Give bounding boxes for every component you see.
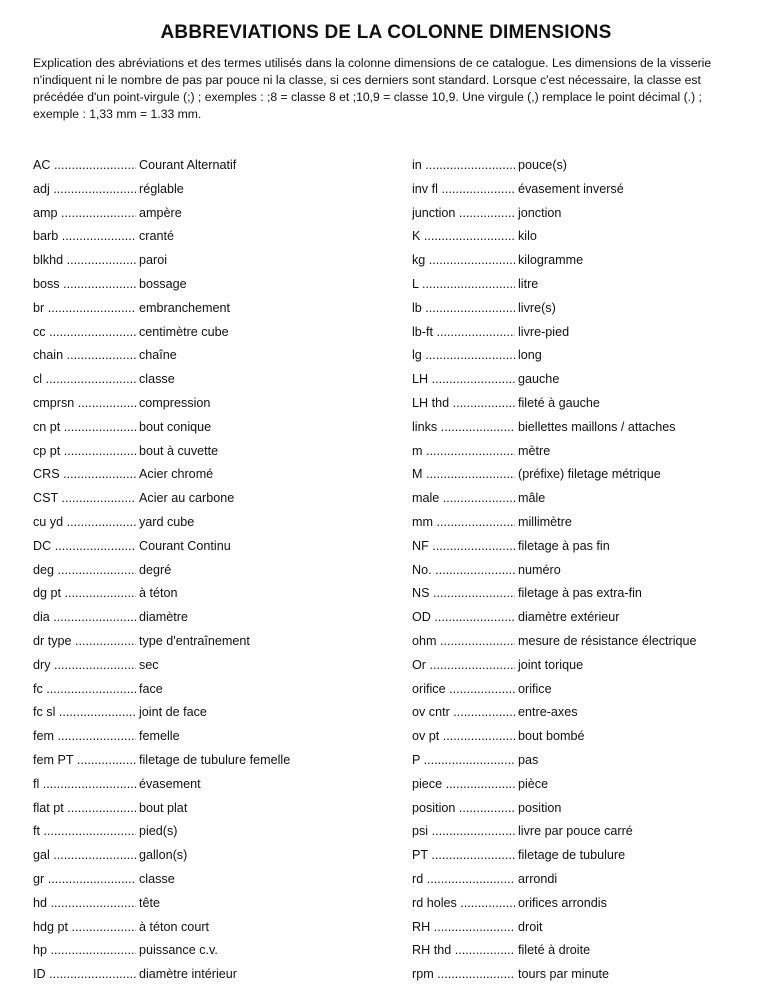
abbreviation-definition: degré (139, 562, 172, 577)
abbreviation-entry (412, 511, 772, 535)
abbreviation-entry (33, 963, 393, 987)
abbreviation-entry (33, 773, 393, 797)
abbreviation-term: cc ..... (33, 321, 136, 345)
abbreviation-entry (412, 797, 772, 821)
abbreviation-term: ohm ..... (412, 630, 515, 654)
abbreviations-left-column (33, 154, 393, 987)
abbreviation-term: lb-ft ..... (412, 321, 515, 345)
abbreviation-entry (33, 582, 393, 606)
abbreviation-entry (412, 463, 772, 487)
abbreviation-definition: yard cube (139, 514, 195, 529)
abbreviation-term: br ..... (33, 297, 136, 321)
abbreviation-entry (412, 773, 772, 797)
abbreviation-entry (412, 535, 772, 559)
abbreviation-definition: filetage à pas fin (518, 538, 610, 553)
abbreviation-term: dia ..... (33, 606, 136, 630)
abbreviation-definition: compression (139, 395, 211, 410)
abbreviation-term: adj ..... (33, 178, 136, 202)
abbreviation-entry (33, 392, 393, 416)
abbreviation-term: rd holes ..... (412, 892, 515, 916)
abbreviation-entry (412, 678, 772, 702)
abbreviation-definition: gauche (518, 372, 560, 387)
abbreviation-term: LH thd ..... (412, 392, 515, 416)
abbreviation-definition: évasement inversé (518, 181, 624, 196)
abbreviation-definition: diamètre extérieur (518, 610, 620, 625)
abbreviation-definition: mètre (518, 443, 551, 458)
abbreviation-term: RH thd ..... (412, 939, 515, 963)
abbreviation-definition: livre-pied (518, 324, 570, 339)
abbreviation-entry (412, 321, 772, 345)
abbreviation-definition: classe (139, 372, 175, 387)
abbreviation-entry (33, 654, 393, 678)
abbreviation-term: cn pt ..... (33, 416, 136, 440)
abbreviation-entry (33, 844, 393, 868)
abbreviation-term: ID ..... (33, 963, 136, 987)
abbreviation-definition: filetage de tubulure femelle (139, 752, 291, 767)
abbreviation-definition: numéro (518, 562, 561, 577)
abbreviation-entry (33, 297, 393, 321)
abbreviation-term: cmprsn ..... (33, 392, 136, 416)
abbreviation-definition: paroi (139, 253, 168, 268)
abbreviation-definition: Acier chromé (139, 467, 214, 482)
abbreviation-entry (412, 725, 772, 749)
abbreviation-entry (412, 487, 772, 511)
abbreviation-term: dry ..... (33, 654, 136, 678)
abbreviation-entry (33, 630, 393, 654)
abbreviation-entry (33, 939, 393, 963)
abbreviation-entry (33, 368, 393, 392)
abbreviation-entry (33, 249, 393, 273)
abbreviation-entry (412, 701, 772, 725)
abbreviations-right-column (412, 154, 772, 987)
abbreviation-entry (33, 154, 393, 178)
abbreviation-entry (412, 939, 772, 963)
abbreviation-term: hp ..... (33, 939, 136, 963)
abbreviation-term: fc sl ..... (33, 701, 136, 725)
abbreviation-definition: pouce(s) (518, 158, 567, 172)
abbreviation-term: ov cntr ..... (412, 701, 515, 725)
abbreviation-entry (412, 749, 772, 773)
abbreviation-definition: fileté à gauche (518, 395, 600, 410)
abbreviation-definition: arrondi (518, 871, 558, 886)
abbreviation-term: hdg pt ..... (33, 916, 136, 940)
abbreviation-definition: mâle (518, 491, 546, 506)
abbreviation-entry (412, 559, 772, 583)
abbreviation-entry (33, 892, 393, 916)
abbreviation-definition: filetage de tubulure (518, 848, 626, 863)
abbreviation-definition: classe (139, 871, 175, 886)
abbreviation-definition: Courant Continu (139, 538, 231, 553)
abbreviation-term: L ..... (412, 273, 515, 297)
abbreviation-entry (412, 273, 772, 297)
abbreviation-term: CST ..... (33, 487, 136, 511)
abbreviation-entry (412, 178, 772, 202)
abbreviation-term: cu yd ..... (33, 511, 136, 535)
abbreviation-entry (412, 654, 772, 678)
abbreviation-term: ov pt ..... (412, 725, 515, 749)
abbreviation-entry (33, 820, 393, 844)
intro-paragraph: Explication des abréviations et des termes utilisés dans la colonne dimensions de ce catalogue. Les dimensions de la visserie n'indiquent ni le nombre de pas par pouce ni la classe, si ces derniers sont standard. Lorsque c'est nécessaire, la classe est précédée d'un point-virgule (;) ; exemples : ;8 = classe 8 et ;10,9 = classe 10,9. Une virgule (,) remplace le point décimal (.) ; exemple : 1,33 mm = 1.33 mm. (33, 56, 712, 121)
abbreviation-entry (33, 463, 393, 487)
abbreviation-term: cl ..... (33, 368, 136, 392)
abbreviation-entry (33, 916, 393, 940)
abbreviation-definition: chaîne (139, 348, 177, 363)
abbreviation-entry (33, 178, 393, 202)
abbreviation-definition: évasement (139, 776, 201, 791)
abbreviation-term: in ..... (412, 154, 515, 178)
abbreviation-definition: type d'entraînement (139, 633, 250, 648)
abbreviation-term: piece ..... (412, 773, 515, 797)
abbreviation-entry (33, 202, 393, 226)
abbreviation-entry (33, 535, 393, 559)
abbreviation-term: Or ..... (412, 654, 515, 678)
abbreviation-definition: (préfixe) filetage métrique (518, 467, 661, 482)
abbreviation-definition: centimètre cube (139, 324, 229, 339)
abbreviation-entry (33, 344, 393, 368)
abbreviation-term: P ..... (412, 749, 515, 773)
abbreviation-entry (412, 582, 772, 606)
abbreviation-term: deg ..... (33, 559, 136, 583)
abbreviation-definition: ampère (139, 205, 182, 220)
abbreviation-term: CRS ..... (33, 463, 136, 487)
abbreviation-entry (412, 916, 772, 940)
abbreviation-definition: à téton court (139, 919, 210, 934)
abbreviation-definition: livre par pouce carré (518, 824, 633, 839)
abbreviation-definition: tête (139, 895, 161, 910)
abbreviation-definition: sec (139, 657, 159, 672)
abbreviation-definition: réglable (139, 181, 184, 196)
abbreviation-term: blkhd ..... (33, 249, 136, 273)
abbreviation-definition: biellettes maillons / attaches (518, 419, 676, 434)
abbreviation-entry (412, 154, 772, 178)
abbreviation-term: dr type ..... (33, 630, 136, 654)
abbreviation-definition: bout plat (139, 800, 188, 815)
abbreviation-term: LH ..... (412, 368, 515, 392)
abbreviation-definition: pièce (518, 776, 549, 791)
abbreviation-term: ft ..... (33, 820, 136, 844)
abbreviation-term: hd ..... (33, 892, 136, 916)
abbreviation-term: amp ..... (33, 202, 136, 226)
abbreviation-entry (412, 225, 772, 249)
abbreviation-definition: pas (518, 752, 539, 767)
abbreviation-term: No. ..... (412, 559, 515, 583)
abbreviation-definition: Acier au carbone (139, 491, 235, 506)
abbreviation-definition: livre(s) (518, 300, 556, 315)
abbreviation-term: M ..... (412, 463, 515, 487)
abbreviation-definition: bossage (139, 276, 187, 291)
abbreviation-definition: bout à cuvette (139, 443, 219, 458)
abbreviation-entry (412, 630, 772, 654)
abbreviation-entry (33, 559, 393, 583)
abbreviation-term: NS ..... (412, 582, 515, 606)
abbreviation-term: position ..... (412, 797, 515, 821)
abbreviation-term: AC ..... (33, 154, 136, 178)
abbreviation-term: lg ..... (412, 344, 515, 368)
abbreviation-definition: puissance c.v. (139, 943, 218, 958)
abbreviation-definition: tours par minute (518, 967, 609, 982)
abbreviation-entry (412, 249, 772, 273)
abbreviation-term: PT ..... (412, 844, 515, 868)
abbreviation-term: male ..... (412, 487, 515, 511)
abbreviation-term: psi ..... (412, 820, 515, 844)
abbreviation-term: rpm ..... (412, 963, 515, 987)
abbreviation-definition: jonction (518, 205, 562, 220)
abbreviation-term: kg ..... (412, 249, 515, 273)
abbreviation-entry (33, 440, 393, 464)
abbreviation-definition: mesure de résistance électrique (518, 633, 697, 648)
abbreviation-definition: millimètre (518, 514, 572, 529)
abbreviation-term: gal ..... (33, 844, 136, 868)
abbreviation-entry (412, 344, 772, 368)
abbreviation-term: cp pt ..... (33, 440, 136, 464)
abbreviation-entry (33, 701, 393, 725)
abbreviation-definition: filetage à pas extra-fin (518, 586, 642, 601)
abbreviation-term: barb ..... (33, 225, 136, 249)
abbreviation-definition: femelle (139, 729, 180, 744)
abbreviation-definition: diamètre (139, 610, 188, 625)
abbreviation-definition: joint torique (518, 657, 584, 672)
abbreviation-entry (33, 749, 393, 773)
abbreviation-term: chain ..... (33, 344, 136, 368)
abbreviation-entry (412, 440, 772, 464)
abbreviation-term: NF ..... (412, 535, 515, 559)
abbreviation-entry (33, 868, 393, 892)
abbreviation-definition: bout conique (139, 419, 212, 434)
abbreviation-term: fl ..... (33, 773, 136, 797)
abbreviation-term: dg pt ..... (33, 582, 136, 606)
abbreviation-definition: cranté (139, 229, 175, 244)
abbreviation-term: gr ..... (33, 868, 136, 892)
abbreviation-term: DC ..... (33, 535, 136, 559)
abbreviation-definition: pied(s) (139, 824, 178, 839)
abbreviation-entry (412, 820, 772, 844)
abbreviation-term: rd ..... (412, 868, 515, 892)
abbreviation-entry (412, 416, 772, 440)
abbreviation-term: links ..... (412, 416, 515, 440)
abbreviation-definition: à téton (139, 586, 178, 601)
abbreviation-definition: joint de face (139, 705, 207, 720)
abbreviation-term: K ..... (412, 225, 515, 249)
abbreviation-definition: droit (518, 919, 543, 934)
abbreviation-term: fem ..... (33, 725, 136, 749)
abbreviation-term: fem PT ..... (33, 749, 136, 773)
abbreviation-entry (33, 511, 393, 535)
abbreviation-term: junction ..... (412, 202, 515, 226)
abbreviation-entry (412, 963, 772, 987)
abbreviation-entry (33, 273, 393, 297)
abbreviation-entry (33, 797, 393, 821)
abbreviation-term: inv fl ..... (412, 178, 515, 202)
abbreviation-entry (33, 487, 393, 511)
abbreviation-entry (33, 725, 393, 749)
page-title: ABBREVIATIONS DE LA COLONNE DIMENSIONS (160, 22, 612, 43)
abbreviation-definition: position (518, 800, 562, 815)
abbreviation-definition: fileté à droite (518, 943, 591, 958)
abbreviation-definition: face (139, 681, 163, 696)
abbreviation-term: m ..... (412, 440, 515, 464)
abbreviation-definition: bout bombé (518, 729, 585, 744)
abbreviation-term: flat pt ..... (33, 797, 136, 821)
abbreviation-definition: litre (518, 276, 539, 291)
abbreviation-term: lb ..... (412, 297, 515, 321)
abbreviation-term: OD ..... (412, 606, 515, 630)
abbreviation-definition: gallon(s) (139, 848, 188, 863)
abbreviation-entry (412, 392, 772, 416)
abbreviation-definition: Courant Alternatif (139, 158, 237, 172)
abbreviation-entry (412, 368, 772, 392)
abbreviation-entry (412, 868, 772, 892)
abbreviation-definition: long (518, 348, 542, 363)
abbreviation-entry (412, 202, 772, 226)
abbreviation-entry (412, 892, 772, 916)
abbreviation-term: mm ..... (412, 511, 515, 535)
abbreviation-term: orifice ..... (412, 678, 515, 702)
abbreviation-definition: orifices arrondis (518, 895, 607, 910)
abbreviation-term: boss ..... (33, 273, 136, 297)
abbreviation-entry (412, 844, 772, 868)
abbreviation-entry (33, 321, 393, 345)
abbreviation-definition: diamètre intérieur (139, 967, 237, 982)
abbreviation-entry (33, 225, 393, 249)
abbreviation-term: RH ..... (412, 916, 515, 940)
abbreviation-term: fc ..... (33, 678, 136, 702)
abbreviation-entry (412, 297, 772, 321)
abbreviation-definition: entre-axes (518, 705, 578, 720)
abbreviation-entry (33, 416, 393, 440)
abbreviation-entry (412, 606, 772, 630)
abbreviation-entry (33, 678, 393, 702)
abbreviation-definition: kilogramme (518, 253, 584, 268)
abbreviation-definition: orifice (518, 681, 552, 696)
abbreviation-definition: embranchement (139, 300, 231, 315)
abbreviation-entry (33, 606, 393, 630)
abbreviation-definition: kilo (518, 229, 537, 244)
